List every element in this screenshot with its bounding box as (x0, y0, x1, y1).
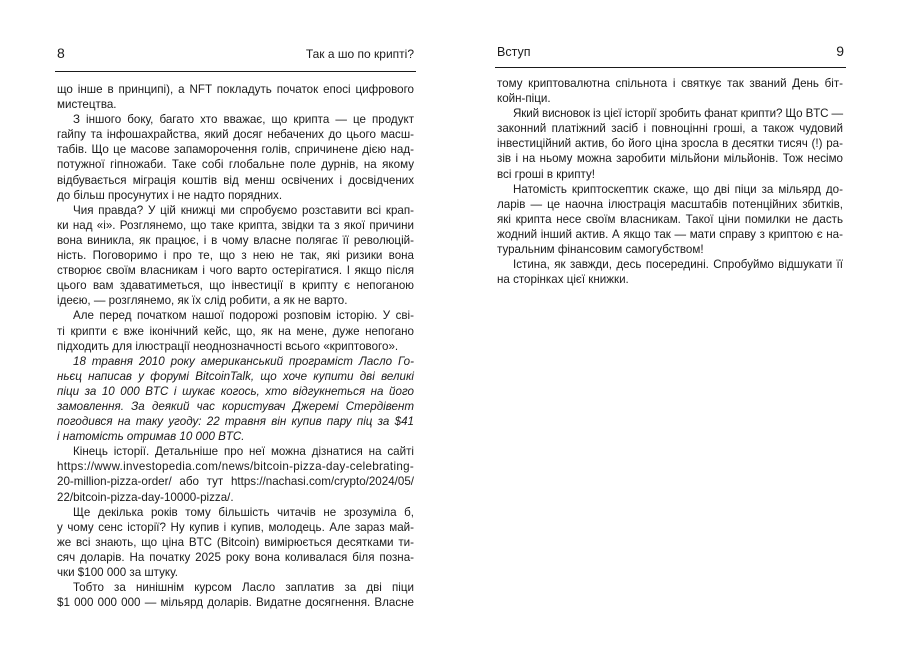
text-line: З іншого боку, багато хто вважає, що крипта — це продукт (73, 113, 414, 127)
paragraph (57, 444, 414, 504)
text-line: замовлення. За деякий час користувач Джеремі Стердівент (57, 399, 414, 413)
text-line: Істина, як завжди, десь посередині. Спробуймо відшукати її (513, 258, 843, 272)
text-line: і натомість отримав 10 000 BTC. (57, 430, 245, 444)
text-line: мистецтва. (57, 98, 117, 112)
text-line: зів і на ньому можна заробити мільйони мільйонів. Тож несімо (497, 152, 843, 166)
text-line: підходить для ілюстрації неоднозначності всього «криптового». (57, 339, 399, 353)
text-line: до більш просунутих і не надто порядних. (57, 188, 283, 202)
right-page-header (497, 42, 844, 60)
text-line: Кінець історії. Детальніше про неї можна дізнатися на сайті (73, 445, 414, 459)
text-line: піци за 10 000 BTC і шукає когось, хто відгукнеться на його (57, 384, 414, 398)
page-number: 8 (57, 45, 65, 61)
text-line: 18 травня 2010 року американський програміст Ласло Го- (73, 354, 414, 368)
header-rule (495, 67, 846, 68)
text-line: Але перед початком нашої подорожі розповім історію. У сві- (73, 309, 414, 323)
text-line: туральним фінансовим самогубством! (497, 243, 704, 257)
text-line: ларів — це наочна ілюстрація масштабів потенційних збитків, (497, 197, 843, 211)
paragraph (57, 203, 414, 309)
page-number: 9 (836, 43, 844, 59)
paragraph (497, 257, 843, 287)
text-line: Який висновок із цієї історії зробить фанат крипти? Що BTC — (513, 107, 843, 121)
text-line: законний платіжний засіб і повноцінні гроші, а також чудовий (497, 122, 843, 136)
text-line: сяч доларів. На початку 2025 року вона коливалася біля позна- (57, 550, 414, 564)
text-line: $1 000 000 000 — мільярд доларів. Видатне досягнення. Власне (57, 596, 414, 610)
text-line: Чия правда? У цій книжці ми спробуємо розставити всі крап- (73, 203, 414, 217)
text-line: які крипта несе своїм власникам. Такої ціни помилки не дасть (497, 212, 843, 226)
paragraph (497, 76, 843, 106)
text-line: же всі знають, що ціна BTC (Bitcoin) вимірюється десятками ти- (57, 535, 414, 549)
text-line: ідеєю, — розглянемо, як їх слід робити, а як не варто. (57, 294, 348, 308)
text-line: Тобто за нинішнім курсом Ласло заплатив за дві піци (73, 581, 414, 595)
text-line: вона виникла, як працює, і в чому власне полягає її революцій- (57, 233, 414, 247)
text-line: створює своїм власникам і чого варто остерігатися. І якщо після (57, 264, 414, 278)
paragraph (57, 505, 414, 580)
left-page-header (57, 44, 414, 62)
paragraph (57, 112, 414, 203)
text-line: табів. Що це масове запаморочення голів, спричинене дією над- (57, 143, 414, 157)
text-line: всі гроші в крипту! (497, 167, 595, 181)
text-line: чки $100 000 за штуку. (57, 566, 178, 579)
left-page-body (57, 82, 414, 610)
text-line: Натомість криптоскептик скаже, що дві піци за мільярд до- (513, 182, 843, 196)
text-line: відбувається міграція коштів від менш освічених і досвідчених (57, 173, 414, 187)
text-line: ті крипти є вже іконічний кейс, що, як на мене, дуже непогано (57, 324, 414, 338)
text-line: койн-піци. (497, 92, 551, 106)
story-paragraph (57, 354, 414, 445)
text-line: інвестиційний актив, бо його ціна зросла в десятки тисяч (!) ра- (497, 137, 843, 151)
running-head: Так а шо по крипті? (305, 47, 414, 61)
text-line: що інше в принципі), а NFT покладуть початок епосі цифрового (57, 83, 414, 96)
paragraph (497, 182, 843, 257)
text-line: на сторінках цієї книжки. (497, 273, 629, 287)
text-line: жодний інший актив. А якщо так — мати справу з криптою є на- (497, 227, 843, 241)
running-head: Вступ (497, 45, 531, 59)
text-line: гайпу та інфошахрайства, який досяг небачених до цього масш- (57, 128, 414, 142)
paragraph (497, 106, 843, 181)
text-line: ньєц написав у форумі BitcoinTalk, що хоче купити дві великі (57, 369, 414, 383)
paragraph (57, 82, 414, 112)
paragraph (57, 580, 414, 610)
right-page-body (497, 76, 843, 287)
text-line: Ще декілька років тому більшість читачів не зрозуміла б, (73, 505, 414, 519)
text-line: ність. Поговоримо і про те, що з нею не так, які ризики вона (57, 249, 414, 263)
url-line: 20-million-pizza-order/ або тут https://nachasi.com/crypto/2024/05/ (57, 475, 414, 489)
header-rule (55, 71, 416, 72)
paragraph (57, 308, 414, 353)
text-line: у чому сенс історії? Ну купив і купив, молодець. Але зараз май- (57, 520, 414, 534)
text-line: ки над «і». Розглянемо, що таке крипта, звідки та з якої причини (57, 218, 414, 232)
url-line: https://www.investopedia.com/news/bitcoin-pizza-day-celebrating- (57, 460, 414, 474)
text-line: тому криптовалютна спільнота і святкує так званий День біт- (497, 77, 843, 90)
text-line: потужної гіпножаби. Таке собі глобальне поле дурнів, на якому (57, 158, 414, 172)
text-line: погодився на таку угоду: 22 травня він купив пару піц за $41 (57, 415, 414, 429)
url-line: 22/bitcoin-pizza-day-10000-pizza/. (57, 490, 234, 504)
text-line: цього вам здаватиметься, що інвестиції в крипту є непоганою (57, 279, 414, 293)
